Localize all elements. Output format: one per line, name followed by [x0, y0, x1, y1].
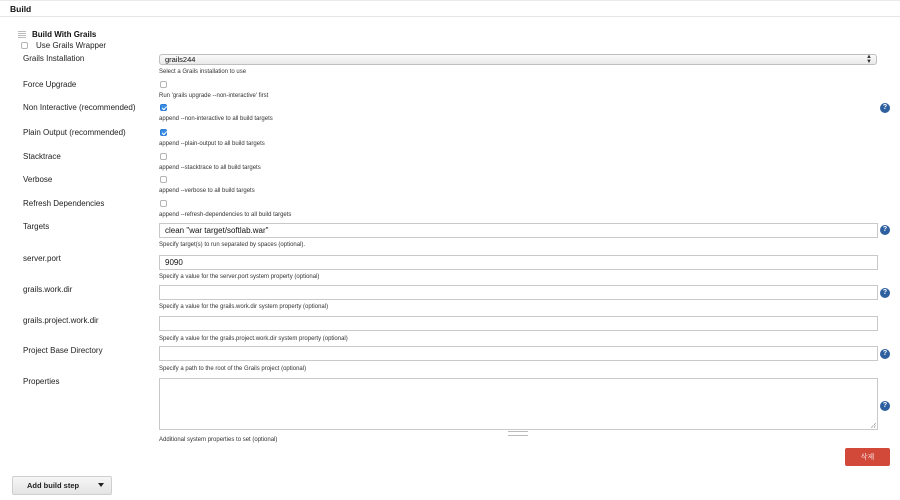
chevron-down-icon — [98, 483, 104, 487]
grails-project-work-dir-label: grails.project.work.dir — [23, 316, 99, 325]
targets-label: Targets — [23, 222, 50, 231]
targets-description: Specify target(s) to run separated by spaces (optional). — [159, 242, 306, 248]
add-build-step-button[interactable] — [12, 476, 112, 495]
refresh-dependencies-label: Refresh Dependencies — [23, 199, 105, 208]
verbose-description: append --verbose to all build targets — [159, 188, 255, 194]
verbose-label: Verbose — [23, 175, 53, 184]
non-interactive-label: Non Interactive (recommended) — [23, 103, 136, 112]
targets-help-icon[interactable]: ? — [880, 225, 890, 235]
force-upgrade-label: Force Upgrade — [23, 80, 77, 89]
resize-grip-icon[interactable] — [871, 423, 876, 428]
grails-installation-label: Grails Installation — [23, 54, 85, 63]
grails-project-work-dir-input[interactable] — [159, 316, 878, 331]
refresh-dependencies-description: append --refresh-dependencies to all build targets — [159, 212, 292, 218]
grails-work-dir-description: Specify a value for the grails.work.dir system property (optional) — [159, 304, 329, 310]
textarea-expand-handle[interactable] — [508, 431, 528, 436]
non-interactive-checkbox[interactable] — [160, 104, 167, 111]
non-interactive-description: append --non-interactive to all build targets — [159, 116, 273, 122]
section-divider — [0, 16, 900, 17]
properties-help-icon[interactable]: ? — [880, 401, 890, 411]
project-base-directory-label: Project Base Directory — [23, 346, 103, 355]
plain-output-label: Plain Output (recommended) — [23, 128, 126, 137]
grails-installation-select[interactable] — [159, 54, 877, 65]
grails-work-dir-label: grails.work.dir — [23, 285, 73, 294]
stacktrace-checkbox[interactable] — [160, 153, 167, 160]
grails-work-dir-input[interactable] — [159, 285, 878, 300]
top-divider — [0, 0, 900, 1]
server-port-label: server.port — [23, 254, 61, 263]
plain-output-checkbox[interactable] — [160, 129, 167, 136]
step-title: Build With Grails — [32, 30, 97, 39]
verbose-checkbox[interactable] — [160, 176, 167, 183]
properties-label: Properties — [23, 377, 60, 386]
non-interactive-help-icon[interactable]: ? — [880, 103, 890, 113]
server-port-description: Specify a value for the server.port system property (optional) — [159, 274, 320, 280]
delete-button[interactable]: 삭제 — [845, 448, 890, 466]
server-port-input[interactable]: 9090 — [159, 255, 878, 270]
properties-textarea[interactable] — [159, 378, 878, 430]
force-upgrade-description: Run 'grails upgrade --non-interactive' first — [159, 93, 269, 99]
stacktrace-description: append --stacktrace to all build targets — [159, 165, 261, 171]
project-base-directory-help-icon[interactable]: ? — [880, 349, 890, 359]
project-base-directory-description: Specify a path to the root of the Grails project (optional) — [159, 366, 307, 372]
plain-output-description: append --plain-output to all build targets — [159, 141, 265, 147]
targets-input[interactable]: clean "war target/softlab.war" — [159, 223, 878, 238]
use-grails-wrapper-checkbox[interactable] — [21, 42, 28, 49]
add-build-step-label: Add build step — [27, 481, 80, 490]
grails-installation-value: grails244 — [165, 55, 196, 64]
grails-project-work-dir-description: Specify a value for the grails.project.work.dir system property (optional) — [159, 336, 348, 342]
refresh-dependencies-checkbox[interactable] — [160, 200, 167, 207]
force-upgrade-checkbox[interactable] — [160, 81, 167, 88]
select-arrows-icon: ▲ ▼ — [866, 54, 872, 65]
project-base-directory-input[interactable] — [159, 346, 878, 361]
stacktrace-label: Stacktrace — [23, 152, 61, 161]
grails-installation-description: Select a Grails installation to use — [159, 69, 247, 75]
properties-description: Additional system properties to set (optional) — [159, 437, 278, 443]
drag-handle-icon[interactable] — [18, 31, 26, 39]
grails-work-dir-help-icon[interactable]: ? — [880, 288, 890, 298]
section-title: Build — [10, 4, 32, 14]
use-grails-wrapper-label: Use Grails Wrapper — [36, 41, 107, 50]
